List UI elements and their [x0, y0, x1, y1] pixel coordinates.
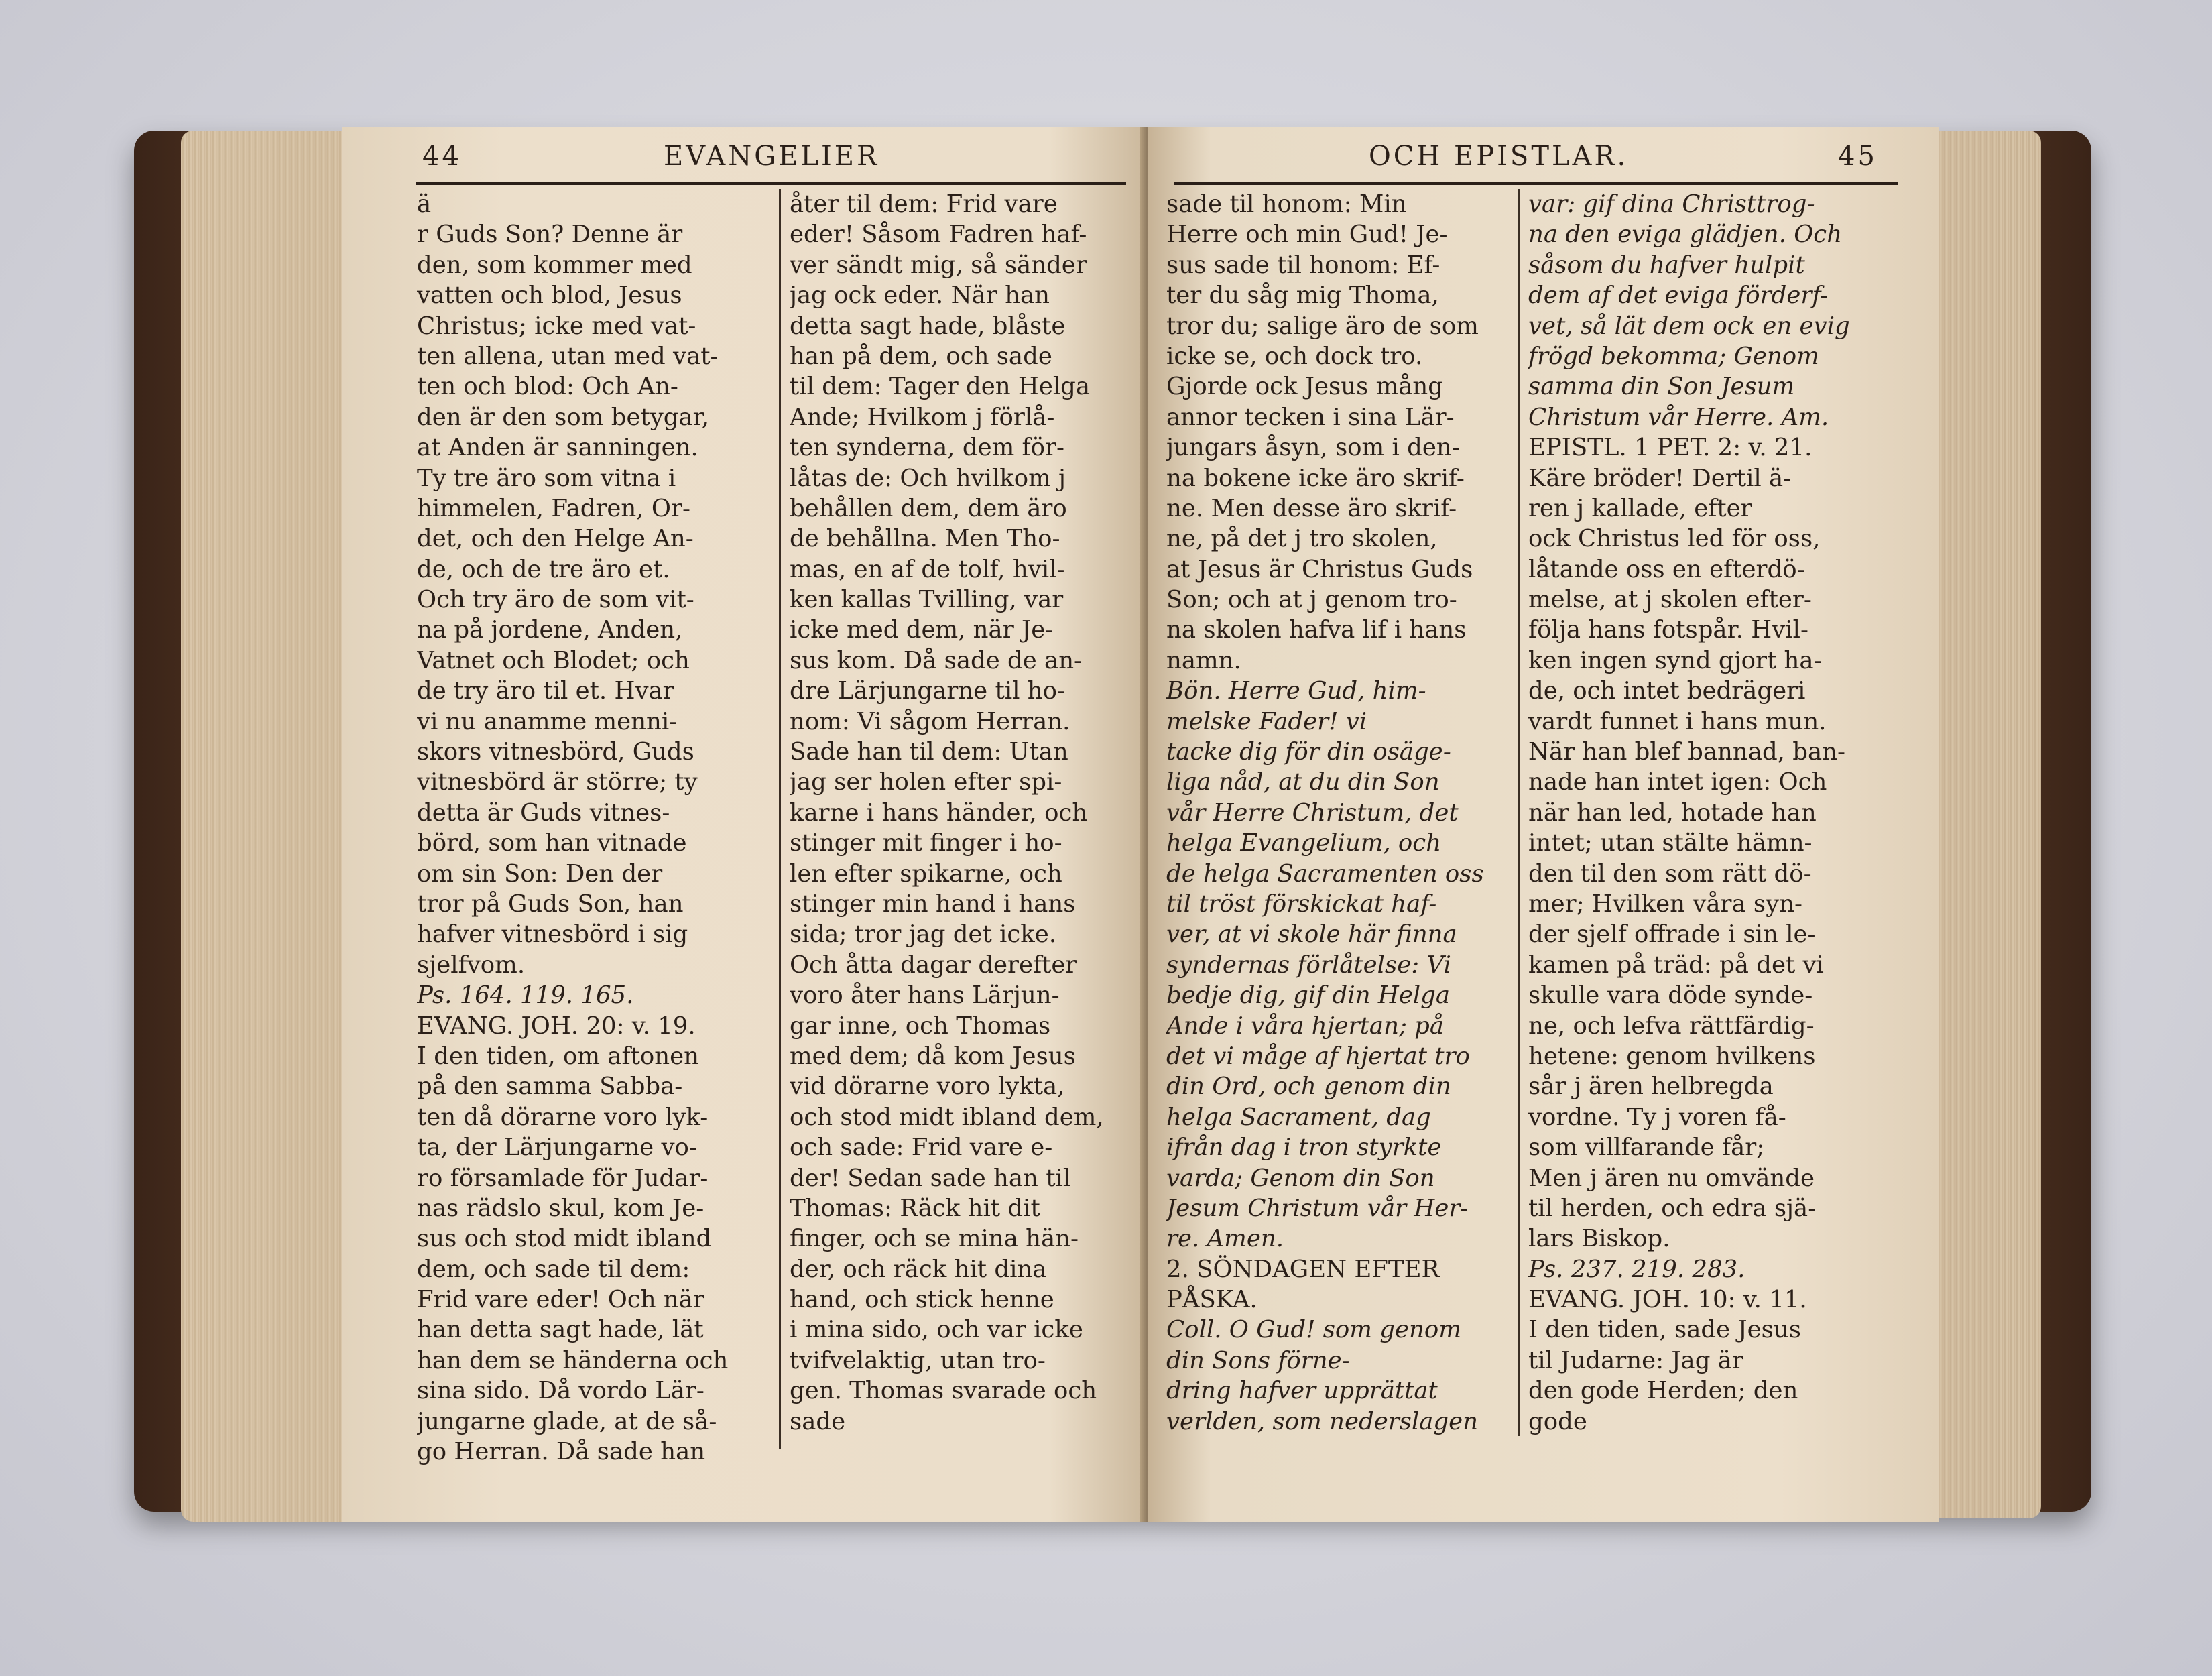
text-line: Coll. O Gud! som genom: [1166, 1316, 1461, 1344]
text-line: ro församlade för Judar-: [417, 1164, 709, 1192]
text-line: ne, och lefva rättfärdig-: [1528, 1012, 1815, 1040]
text-line: på den samma Sabba-: [417, 1073, 683, 1101]
text-line: at Jesus är Christus Guds: [1166, 555, 1473, 583]
text-line: skulle vara döde synde-: [1528, 981, 1813, 1010]
text-line: 2. SÖNDAGEN EFTER: [1166, 1255, 1440, 1283]
text-line: jag ock eder. När han: [790, 282, 1050, 310]
text-line: icke med dem, när Je-: [790, 616, 1054, 644]
text-line: detta sagt hade, blåste: [790, 312, 1066, 340]
text-line: sus sade til honom: Ef-: [1166, 251, 1440, 279]
text-line: Bön. Herre Gud, him-: [1166, 677, 1426, 705]
text-line: och stod midt ibland dem,: [790, 1103, 1104, 1131]
text-line: jungars åsyn, som i den-: [1166, 434, 1460, 462]
text-line: skors vitnesbörd, Guds: [417, 738, 694, 766]
text-line: såsom du hafver hulpit: [1528, 251, 1805, 279]
text-line: melske Fader! vi: [1166, 707, 1367, 735]
text-line: vet, så lät dem ock en evig: [1528, 312, 1850, 340]
text-line: hand, och stick henne: [790, 1286, 1054, 1314]
text-line: Ande; Hvilkom j förlå-: [790, 403, 1055, 431]
text-line: EPISTL. 1 PET. 2: v. 21.: [1528, 434, 1812, 462]
text-line: Ps. 237. 219. 283.: [1528, 1255, 1745, 1283]
text-line: ten allena, utan med vat-: [417, 342, 719, 370]
text-line: samma din Son Jesum: [1528, 373, 1795, 401]
page-number-left: 44: [422, 141, 462, 172]
text-line: dem, och sade til dem:: [417, 1255, 690, 1283]
text-line: ken ingen synd gjort ha-: [1528, 646, 1822, 674]
text-line: ten då dörarne voro lyk-: [417, 1103, 709, 1131]
text-line: ä: [417, 190, 432, 218]
text-line: ter du såg mig Thoma,: [1166, 282, 1439, 310]
left-page-column-2: [790, 189, 1138, 1437]
text-line: den är den som betygar,: [417, 403, 710, 431]
text-line: Frid vare eder! Och när: [417, 1286, 704, 1314]
text-line: melse, at j skolen efter-: [1528, 586, 1812, 614]
text-line: den, som kommer med: [417, 251, 692, 279]
header-rule-left: [416, 182, 1126, 185]
text-line: ta, der Lärjungarne vo-: [417, 1134, 697, 1162]
text-line: och sade: Frid vare e-: [790, 1134, 1053, 1162]
text-line: när han led, hotade han: [1528, 798, 1817, 827]
text-line: som villfarande får;: [1528, 1134, 1765, 1162]
text-line: bedje dig, gif din Helga: [1166, 981, 1451, 1010]
text-line: namn.: [1166, 646, 1241, 674]
text-line: vår Herre Christum, det: [1166, 798, 1459, 827]
text-line: nom: Vi sågom Herran.: [790, 707, 1070, 735]
text-line: helga Sacrament, dag: [1166, 1103, 1431, 1131]
text-line: sjelfvom.: [417, 951, 526, 979]
text-line: vitnesbörd är större; ty: [417, 768, 698, 796]
text-line: dre Lärjungarne til ho-: [790, 677, 1065, 705]
text-line: ver sändt mig, så sänder: [790, 251, 1087, 279]
text-line: EVANG. JOH. 20: v. 19.: [417, 1012, 696, 1040]
running-head-left: EVANGELIER: [664, 141, 880, 172]
text-line: nas rädslo skul, kom Je-: [417, 1194, 704, 1222]
text-line: helga Evangelium, och: [1166, 829, 1442, 857]
text-line: det, och den Helge An-: [417, 525, 694, 553]
text-line: han dem se händerna och: [417, 1346, 729, 1374]
text-line: Thomas: Räck hit dit: [790, 1194, 1040, 1222]
text-line: tror på Guds Son, han: [417, 890, 684, 918]
text-line: Christus; icke med vat-: [417, 312, 696, 340]
text-line: Vatnet och Blodet; och: [417, 646, 690, 674]
text-line: Men j ären nu omvände: [1528, 1164, 1815, 1192]
text-line: icke se, och dock tro.: [1166, 342, 1423, 370]
text-line: stinger min hand i hans: [790, 890, 1076, 918]
text-line: hetene: genom hvilkens: [1528, 1042, 1816, 1070]
text-line: na den eviga glädjen. Och: [1528, 221, 1843, 249]
text-line: de behållna. Men Tho-: [790, 525, 1060, 553]
text-line: gar inne, och Thomas: [790, 1012, 1051, 1040]
text-line: til herden, och edra sjä-: [1528, 1194, 1817, 1222]
text-line: ver, at vi skole här finna: [1166, 920, 1457, 949]
text-line: ne, på det j tro skolen,: [1166, 525, 1438, 553]
text-line: ock Christus led för oss,: [1528, 525, 1821, 553]
text-line: dem af det eviga förderf-: [1528, 282, 1829, 310]
text-line: han på dem, och sade: [790, 342, 1052, 370]
text-line: jungarne glade, at de så-: [417, 1407, 717, 1435]
text-line: tror du; salige äro de som: [1166, 312, 1479, 340]
text-line: na på jordene, Anden,: [417, 616, 683, 644]
text-line: Son; och at j genom tro-: [1166, 586, 1457, 614]
text-line: til Judarne: Jag är: [1528, 1346, 1743, 1374]
text-line: var: gif dina Christtrog-: [1528, 190, 1815, 218]
text-line: I den tiden, sade Jesus: [1528, 1316, 1801, 1344]
text-line: Herre och min Gud! Je-: [1166, 221, 1448, 249]
text-line: sida; tror jag det icke.: [790, 920, 1057, 949]
header-rule-right: [1174, 182, 1898, 185]
text-line: r Guds Son? Denne är: [417, 221, 683, 249]
text-line: de, och intet bedrägeri: [1528, 677, 1806, 705]
text-line: ren j kallade, efter: [1528, 494, 1752, 522]
text-line: Jesum Christum vår Her-: [1166, 1194, 1469, 1222]
text-line: sade: [790, 1407, 846, 1435]
text-line: len efter spikarne, och: [790, 859, 1062, 888]
text-line: EVANG. JOH. 10: v. 11.: [1528, 1286, 1807, 1314]
left-page-column-1: [417, 189, 776, 1467]
text-line: de try äro til et. Hvar: [417, 677, 674, 705]
text-line: gen. Thomas svarade och: [790, 1377, 1097, 1405]
column-divider-left: [779, 189, 781, 1449]
text-line: liga nåd, at du din Son: [1166, 768, 1440, 796]
text-line: Och åtta dagar derefter: [790, 951, 1077, 979]
text-line: frögd bekomma; Genom: [1528, 342, 1819, 370]
text-line: sus kom. Då sade de an-: [790, 646, 1083, 674]
text-line: sina sido. Då vordo Lär-: [417, 1377, 704, 1405]
text-line: til tröst förskickat haf-: [1166, 890, 1437, 918]
text-line: eder! Såsom Fadren haf-: [790, 221, 1087, 249]
text-line: ne. Men desse äro skrif-: [1166, 494, 1457, 522]
text-line: börd, som han vitnade: [417, 829, 687, 857]
text-line: Sade han til dem: Utan: [790, 738, 1068, 766]
text-line: go Herran. Då sade han: [417, 1438, 706, 1466]
text-line: de, och de tre äro et.: [417, 555, 670, 583]
text-line: dring hafver upprättat: [1166, 1377, 1438, 1405]
text-line: Ps. 164. 119. 165.: [417, 981, 634, 1010]
text-line: ten och blod: Och An-: [417, 373, 678, 401]
text-line: detta är Guds vitnes-: [417, 798, 670, 827]
page-edges-left: [181, 131, 349, 1522]
text-line: Och try äro de som vit-: [417, 586, 694, 614]
text-line: stinger mit finger i ho-: [790, 829, 1062, 857]
text-line: at Anden är sanningen.: [417, 434, 698, 462]
right-page: [1148, 127, 1939, 1522]
text-line: annor tecken i sina Lär-: [1166, 403, 1455, 431]
text-line: der, och räck hit dina: [790, 1255, 1047, 1283]
text-line: til dem: Tager den Helga: [790, 373, 1091, 401]
text-line: hafver vitnesbörd i sig: [417, 920, 688, 949]
running-head-right: OCH EPISTLAR.: [1369, 141, 1629, 172]
text-line: låtas de: Och hvilkom j: [790, 464, 1066, 492]
text-line: vatten och blod, Jesus: [417, 282, 682, 310]
text-line: Ande i våra hjertan; på: [1166, 1012, 1445, 1040]
text-line: sus och stod midt ibland: [417, 1225, 712, 1253]
text-line: om sin Son: Den der: [417, 859, 663, 888]
text-line: Käre bröder! Dertil ä-: [1528, 464, 1792, 492]
text-line: der! Sedan sade han til: [790, 1164, 1071, 1192]
text-line: na skolen hafva lif i hans: [1166, 616, 1467, 644]
left-page: [342, 127, 1146, 1522]
right-page-column-2: [1528, 189, 1890, 1437]
text-line: ifrån dag i tron styrkte: [1166, 1134, 1442, 1162]
text-line: gode: [1528, 1407, 1587, 1435]
text-line: i mina sido, och var icke: [790, 1316, 1083, 1344]
text-line: na bokene icke äro skrif-: [1166, 464, 1465, 492]
text-line: När han blef bannad, ban-: [1528, 738, 1845, 766]
text-line: der sjelf offrade i sin le-: [1528, 920, 1816, 949]
text-line: mer; Hvilken våra syn-: [1528, 890, 1803, 918]
right-page-column-1: [1166, 189, 1515, 1437]
text-line: vid dörarne voro lykta,: [790, 1073, 1065, 1101]
text-line: Gjorde ock Jesus mång: [1166, 373, 1444, 401]
text-line: nade han intet igen: Och: [1528, 768, 1827, 796]
text-line: lars Biskop.: [1528, 1225, 1670, 1253]
text-line: din Ord, och genom din: [1166, 1073, 1451, 1101]
page-edges-right: [1930, 131, 2041, 1518]
text-line: han detta sagt hade, lät: [417, 1316, 704, 1344]
column-divider-right: [1518, 189, 1520, 1436]
text-line: det vi måge af hjertat tro: [1166, 1042, 1470, 1070]
page-number-right: 45: [1838, 141, 1878, 172]
text-line: Ty tre äro som vitna i: [417, 464, 676, 492]
text-line: verlden, som nederslagen: [1166, 1407, 1479, 1435]
text-line: följa hans fotspår. Hvil-: [1528, 616, 1808, 644]
text-line: ten synderna, dem för-: [790, 434, 1065, 462]
text-line: den gode Herden; den: [1528, 1377, 1798, 1405]
text-line: sade til honom: Min: [1166, 190, 1407, 218]
text-line: kamen på träd: på det vi: [1528, 951, 1824, 979]
text-line: voro åter hans Lärjun-: [790, 981, 1060, 1010]
text-line: Christum vår Herre. Am.: [1528, 403, 1829, 431]
text-line: jag ser holen efter spi-: [790, 768, 1062, 796]
text-line: re. Amen.: [1166, 1225, 1284, 1253]
text-line: vordne. Ty j voren få-: [1528, 1103, 1786, 1131]
text-line: de helga Sacramenten oss: [1166, 859, 1484, 888]
text-line: tvifvelaktig, utan tro-: [790, 1346, 1046, 1374]
text-line: sår j ären helbregda: [1528, 1073, 1774, 1101]
text-line: åter til dem: Frid vare: [790, 190, 1058, 218]
text-line: vardt funnet i hans mun.: [1528, 707, 1827, 735]
text-line: mas, en af de tolf, hvil-: [790, 555, 1065, 583]
text-line: intet; utan stälte hämn-: [1528, 829, 1812, 857]
text-line: PÅSKA.: [1166, 1286, 1257, 1314]
text-line: tacke dig för din osäge-: [1166, 738, 1451, 766]
text-line: karne i hans händer, och: [790, 798, 1088, 827]
text-line: vi nu anamme menni-: [417, 707, 678, 735]
text-line: den til den som rätt dö-: [1528, 859, 1812, 888]
text-line: din Sons förne-: [1166, 1346, 1350, 1374]
text-line: syndernas förlåtelse: Vi: [1166, 951, 1451, 979]
text-line: finger, och se mina hän-: [790, 1225, 1079, 1253]
text-line: med dem; då kom Jesus: [790, 1042, 1076, 1070]
text-line: låtande oss en efterdö-: [1528, 555, 1805, 583]
text-line: varda; Genom din Son: [1166, 1164, 1435, 1192]
text-line: ken kallas Tvilling, var: [790, 586, 1064, 614]
text-line: I den tiden, om aftonen: [417, 1042, 699, 1070]
text-line: behållen dem, dem äro: [790, 494, 1067, 522]
text-line: himmelen, Fadren, Or-: [417, 494, 690, 522]
